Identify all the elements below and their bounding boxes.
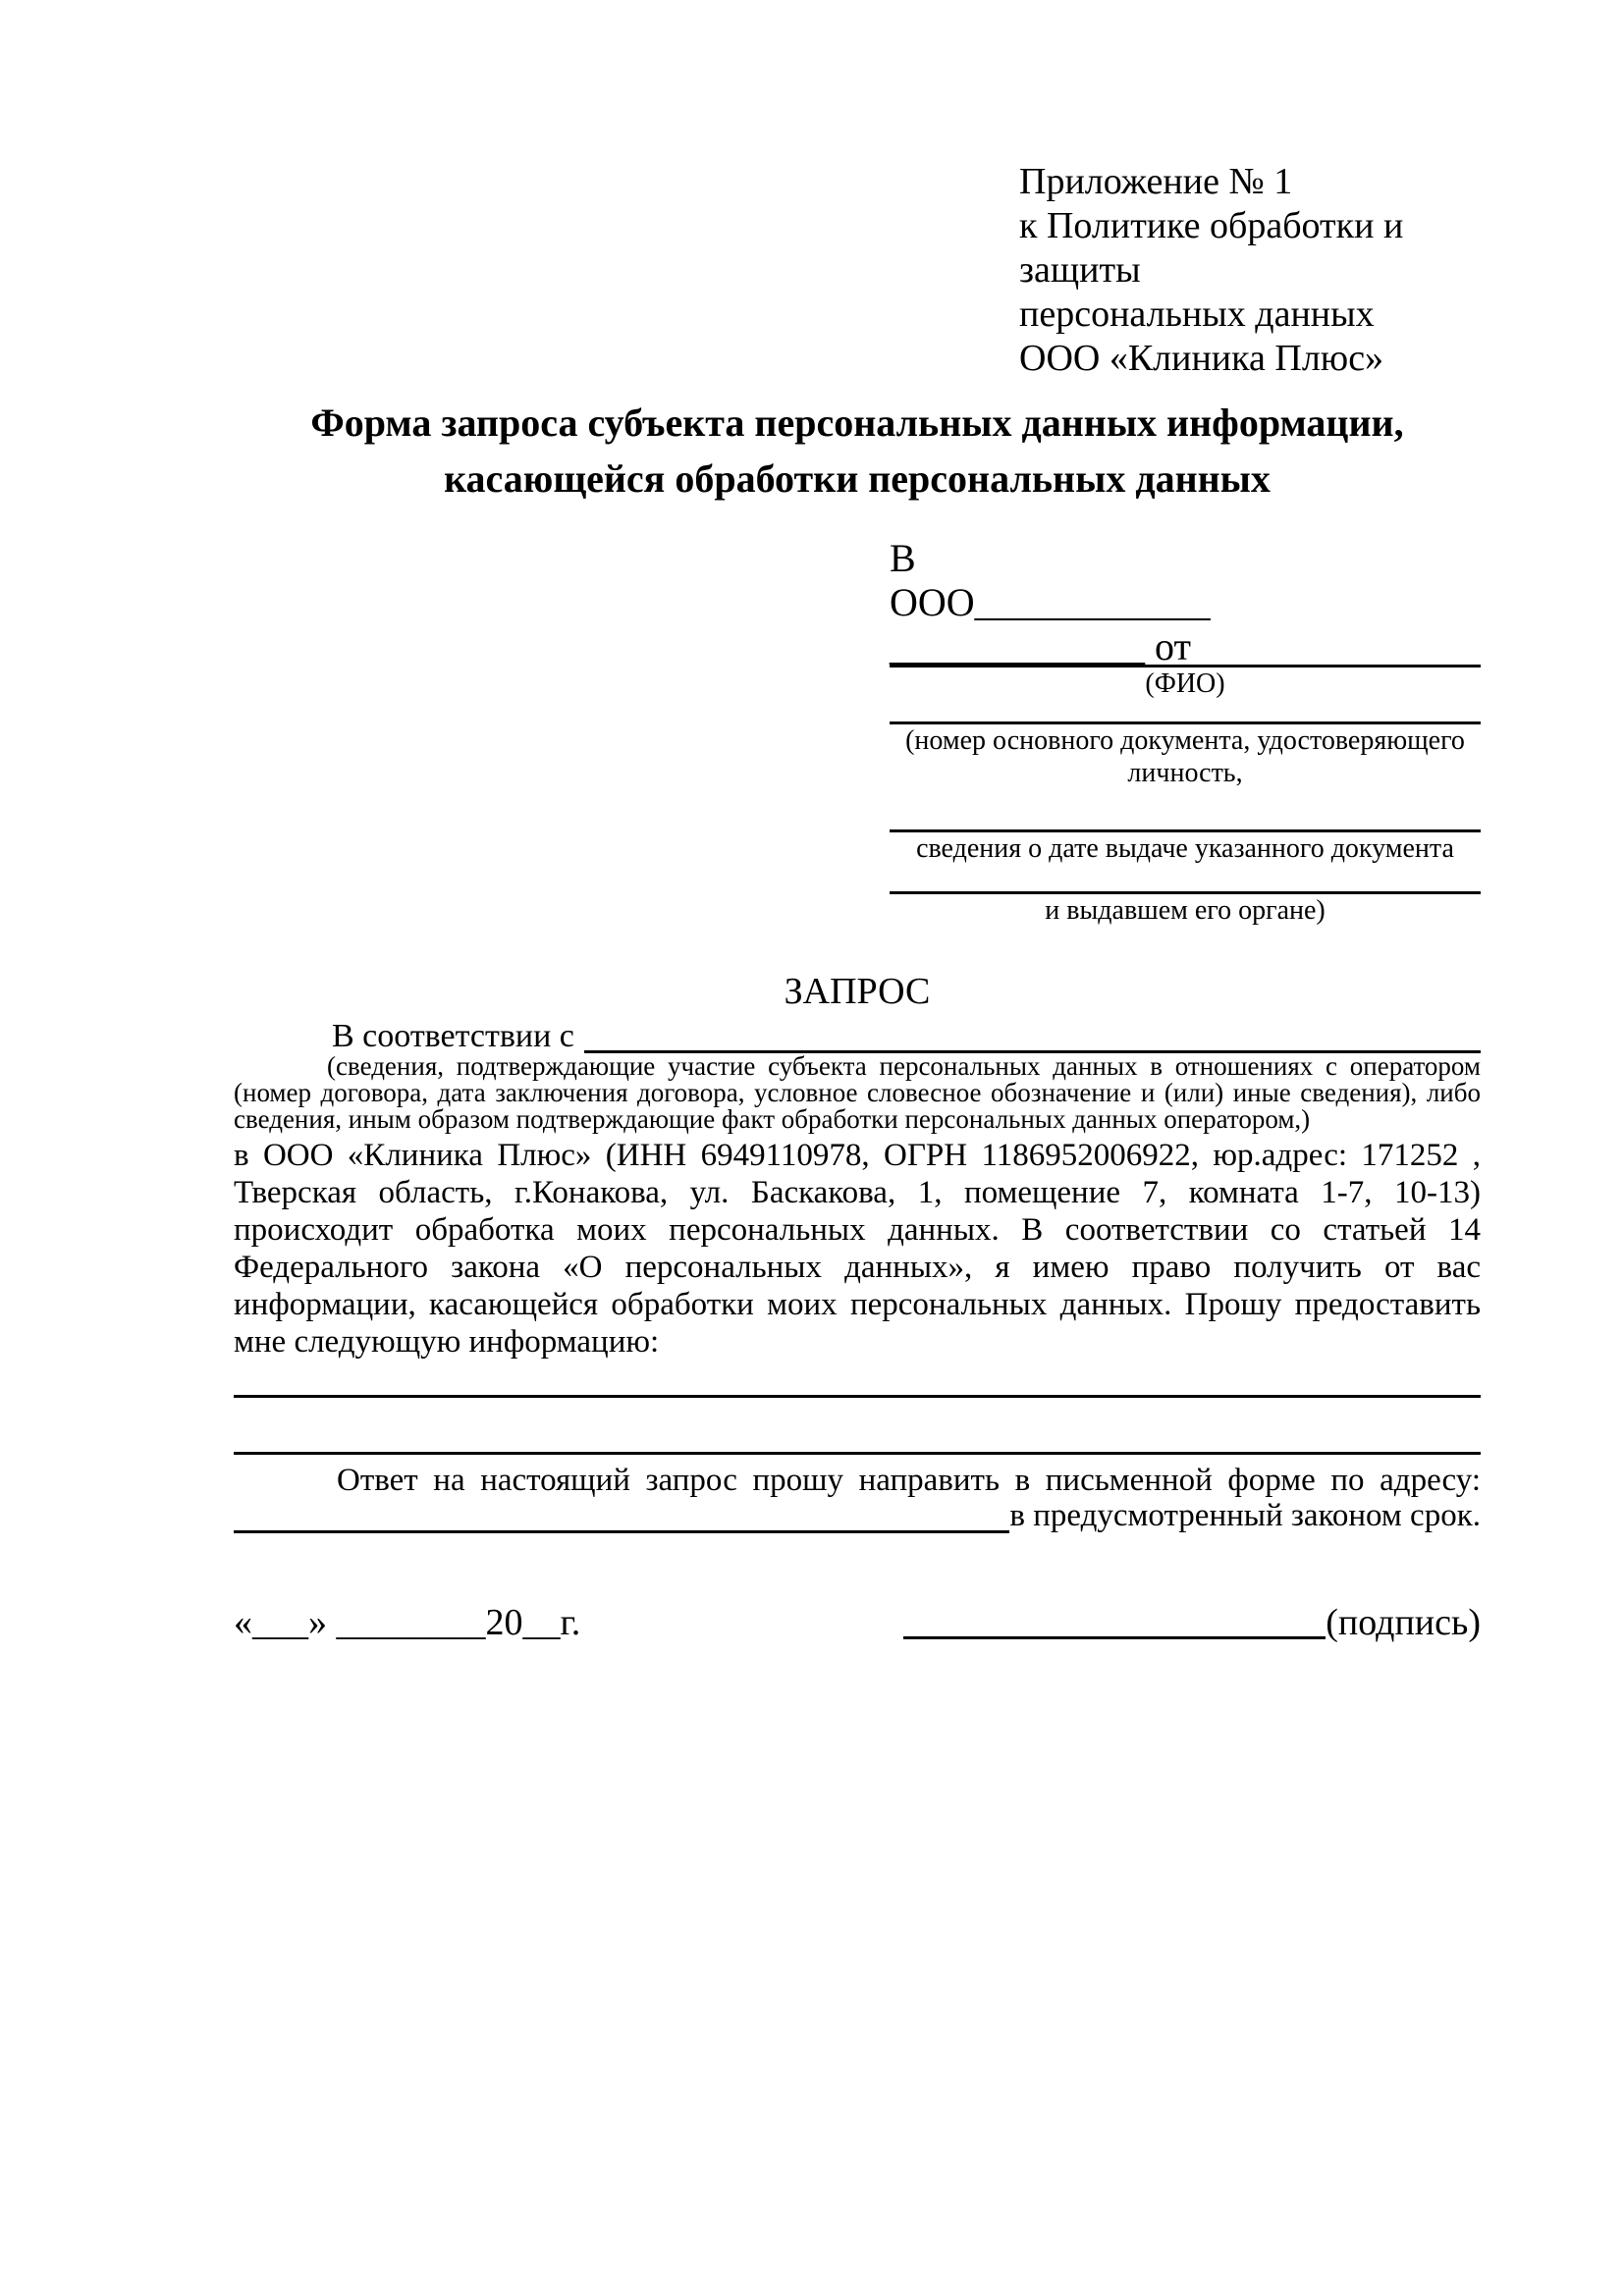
signature-label: (подпись) [1326,1602,1481,1643]
info-blank-line-2 [234,1452,1481,1455]
request-body: в ООО «Клиника Плюс» (ИНН 6949110978, ОГРН 1186952006922, юр.адрес: 171252 , Тверская область, г.Конакова, ул. Баскакова, 1, помещение 7, комната 1-7, 10-13) происходит обработка моих персональных данных. В соответствии со статьей 14 Федерального закона «О персональных данных», я имею право получить от вас информации, касающейся обработки моих персональных данных. Прошу предоставить мне следующую информацию: [234,1138,1481,1360]
reply-address-row [234,1498,1481,1533]
reply-suffix: в предусмотренный законом срок. [1009,1498,1481,1533]
date-field: «___» ________20__г. [234,1602,581,1643]
appendix-line: Приложение № 1 [1019,161,1293,202]
reply-paragraph: Ответ на настоящий запрос прошу направить в письменной форме по адресу: [337,1463,1481,1498]
request-heading: ЗАПРОС [784,971,931,1012]
addressee-to: В [890,536,916,580]
from-blank-field: _____________ от [890,624,1191,668]
issuing-authority-label: и выдавшем его органе) [1045,895,1326,926]
accordance-line [234,1020,1481,1053]
appendix-block [1019,160,1481,381]
fio-label: (ФИО) [1145,668,1225,699]
signature-group [903,1601,1481,1645]
document-title [234,395,1481,507]
date-signature-row [234,1601,1481,1645]
appendix-line: персональных данных [1019,294,1375,335]
reply-address-blank-line [234,1530,1009,1533]
id-doc-label: (номер основного документа, удостоверяющего личность, [905,725,1465,788]
signature-blank-line [903,1636,1326,1639]
document-title-line2: касающейся обработки персональных данных [444,456,1271,501]
appendix-line: ООО «Клиника Плюс» [1019,338,1384,379]
appendix-line: к Политике обработки и защиты [1019,205,1404,291]
fine-print-note: (сведения, подтверждающие участие субъекта персональных данных в отношениях с оператором (номер договора, дата заключения договора, условное словесное обозначение и (или) иные сведения), либо сведения, иным образом подтверждающие факт обработки персональных данных оператором,) [234,1051,1481,1134]
addressee-block [890,536,1481,927]
document-title-line1: Форма запроса субъекта персональных данных информации, [310,400,1404,445]
issue-date-label: сведения о дате выдаче указанного документа [916,833,1454,864]
accordance-prefix: В соответствии с [332,1018,574,1054]
document-content [234,0,1481,1645]
info-blank-line-1 [234,1395,1481,1398]
company-blank-field: ООО____________ [890,580,1211,624]
